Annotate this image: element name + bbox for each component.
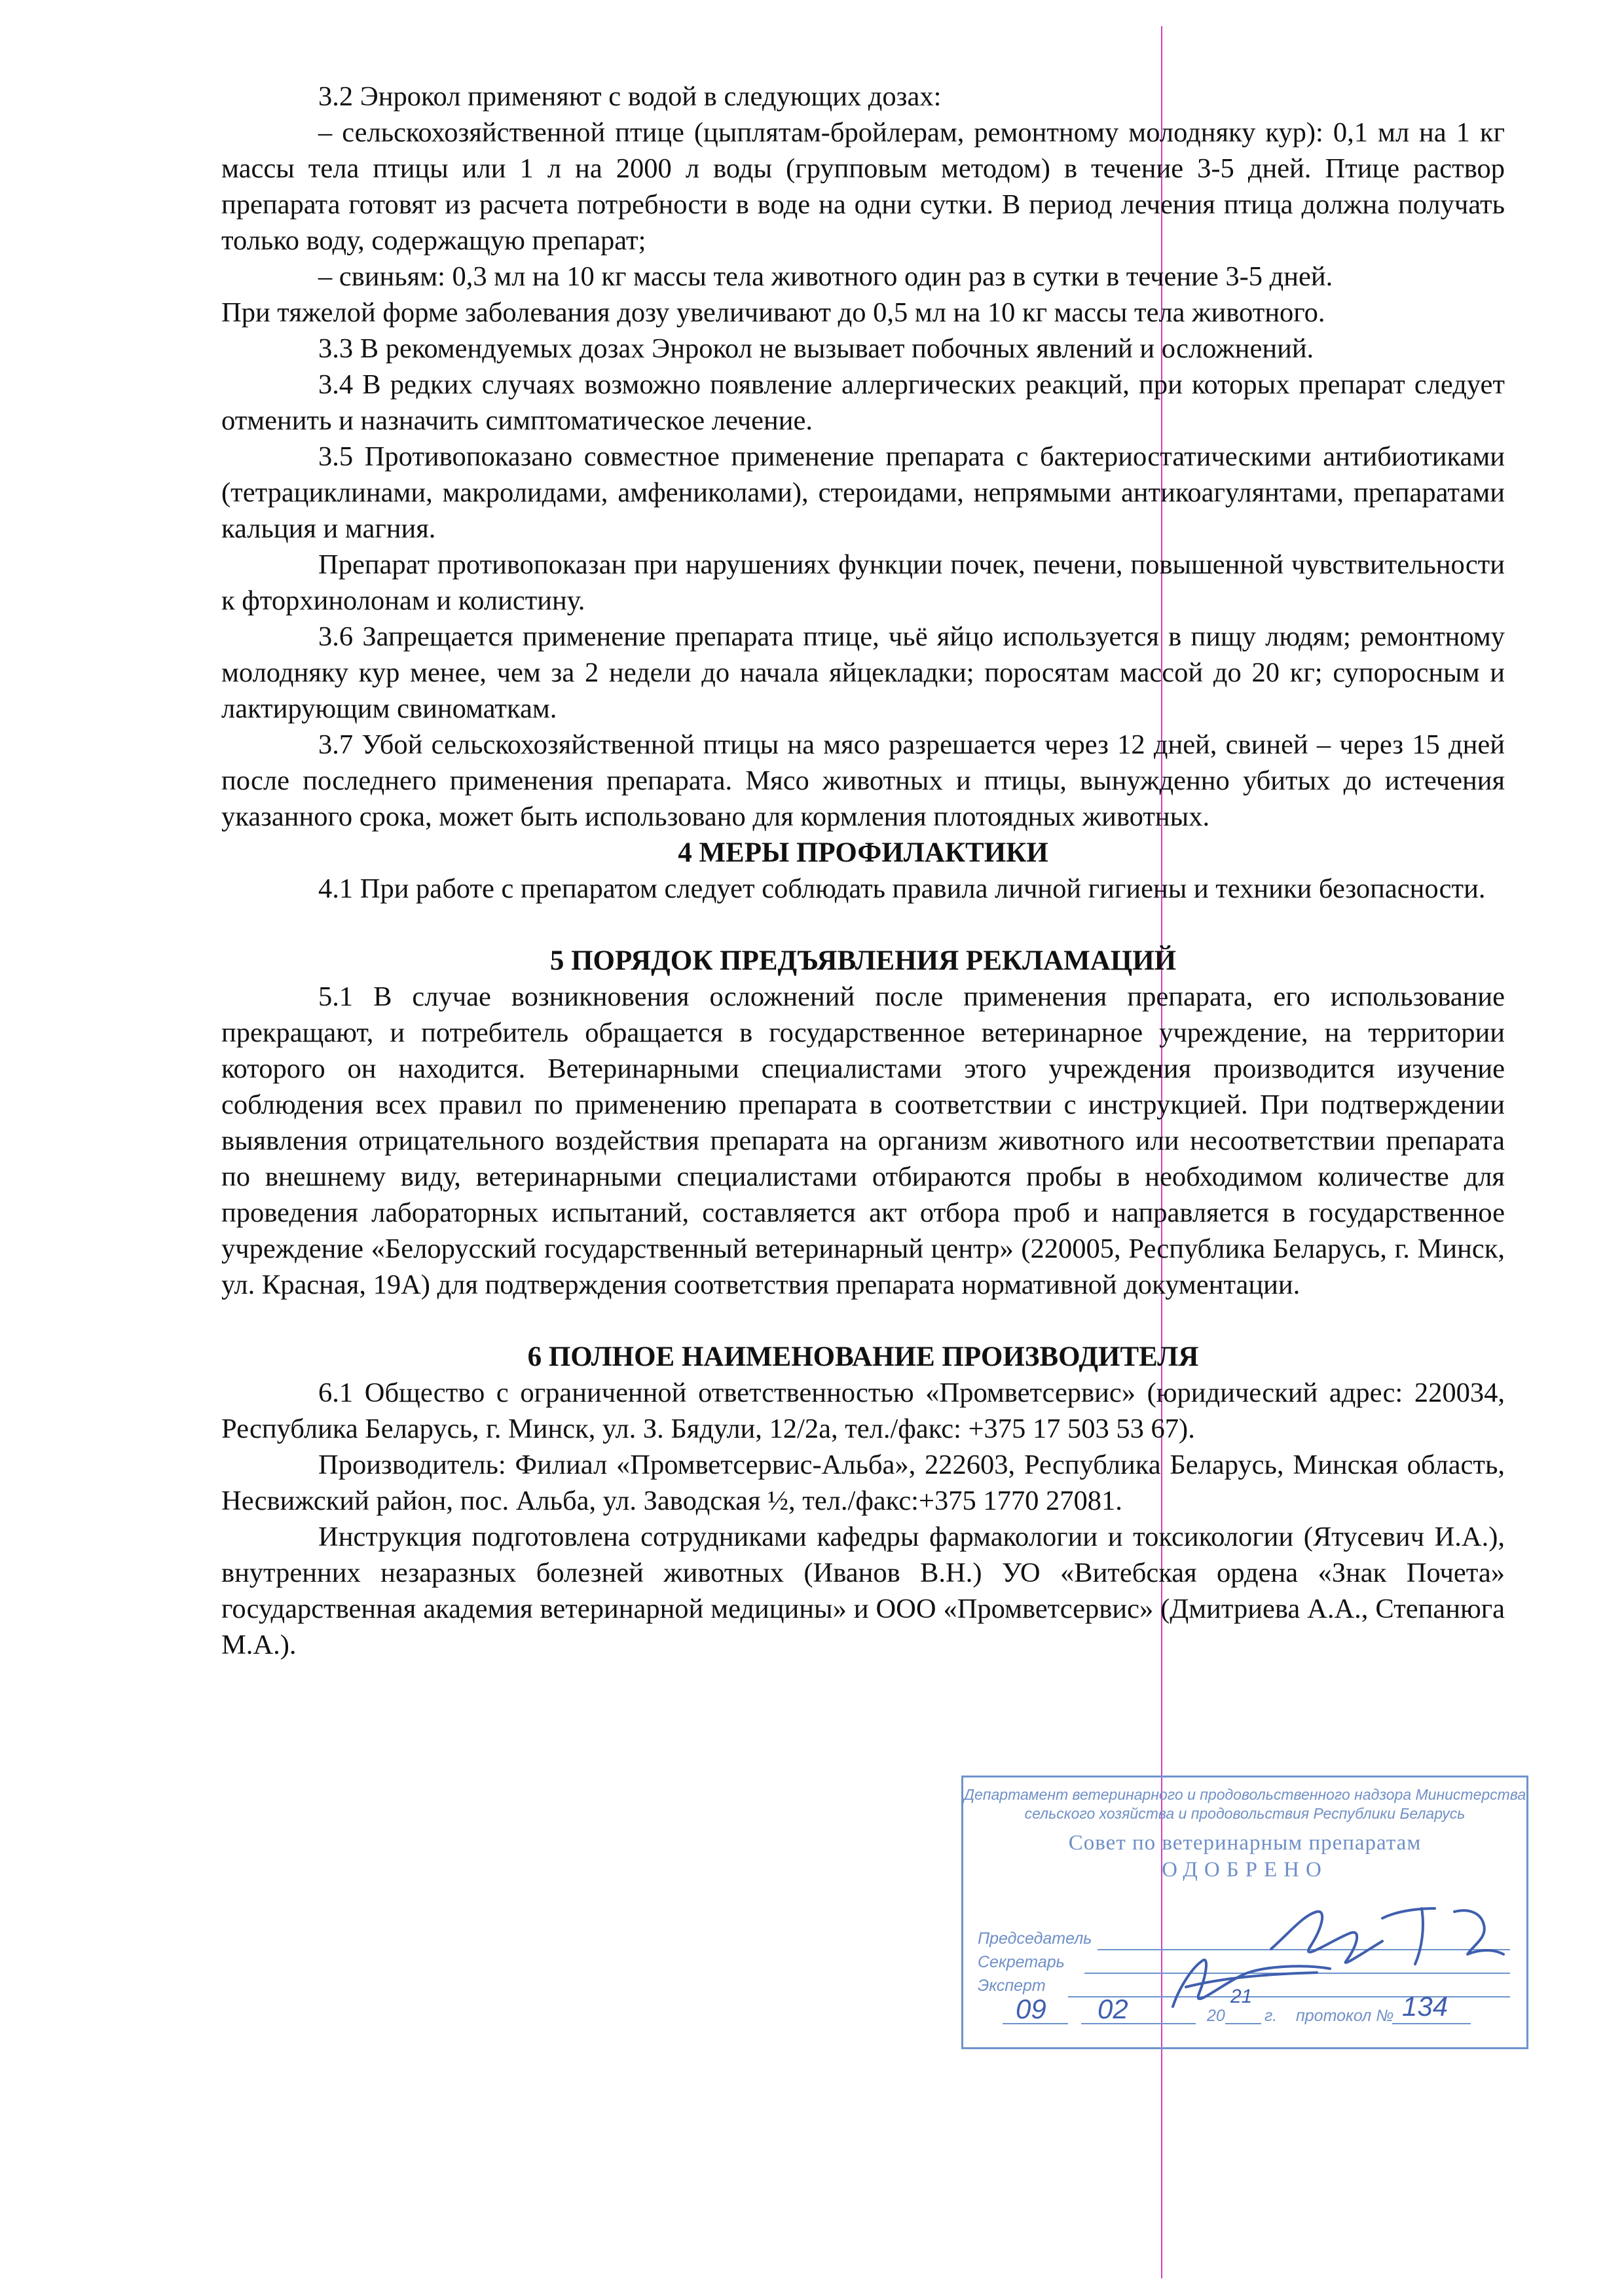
stamp-expert-label: Эксперт bbox=[978, 1977, 1046, 1995]
stamp-year-label: г. bbox=[1264, 2007, 1278, 2025]
paragraph-3-7: 3.7 Убой сельскохозяйственной птицы на мясо разрешается через 12 дней, свиней – через 15 дней после последнего применения препарата. Мясо животных и птицы, вынужденно убитых до истечения указанного срока, может быть использовано для кормления плотоядных животных. bbox=[221, 729, 1505, 832]
paragraph-4-1: 4.1 При работе с препаратом следует соблюдать правила личной гигиены и техники безопасности. bbox=[318, 873, 1486, 904]
paragraph-3-2-pigs: – свиньям: 0,3 мл на 10 кг массы тела животного один раз в сутки в течение 3-5 дней. bbox=[318, 261, 1333, 292]
section-6-heading: 6 ПОЛНОЕ НАИМЕНОВАНИЕ ПРОИЗВОДИТЕЛЯ bbox=[527, 1341, 1199, 1372]
stamp-day: 09 bbox=[1016, 1994, 1046, 2024]
paragraph-3-3: 3.3 В рекомендуемых дозах Энрокол не вызывает побочных явлений и осложнений. bbox=[318, 333, 1314, 364]
paragraph-3-2: 3.2 Энрокол применяют с водой в следующих дозах: bbox=[318, 81, 942, 112]
section-4-heading: 4 МЕРЫ ПРОФИЛАКТИКИ bbox=[678, 837, 1048, 868]
stamp-protocol-number: 134 bbox=[1402, 1991, 1449, 2022]
handwritten-signatures bbox=[963, 1777, 1526, 2047]
paragraph-3-4: 3.4 В редких случаях возможно появление аллергических реакций, при которых препарат следует отменить и назначить симптоматическое лечение. bbox=[221, 369, 1505, 436]
paragraph-3-5: 3.5 Противопоказано совместное применение препарата с бактериостатическими антибиотиками (тетрациклинами, макролидами, амфениколами), стероидами, непрямыми антикоагулянтами, препаратами кальция и магния. bbox=[221, 441, 1505, 544]
stamp-secretary-label: Секретарь bbox=[978, 1953, 1065, 1971]
paragraph-3-2-birds: – сельскохозяйственной птице (цыплятам-бройлерам, ремонтному молодняку кур): 0,1 мл на 1 кг массы тела птицы или 1 л на 2000 л воды (групповым методом) в течение 3-5 дней. Птице раствор препарата готовят из расчета потребности в воде на одни сутки. В период лечения птица должна получать только воду, содержащую препарат; bbox=[221, 117, 1505, 256]
paragraph-5-1: 5.1 В случае возникновения осложнений после применения препарата, его использование прекращают, и потребитель обращается в государственное ветеринарное учреждение, на территории которого он находится. Ветеринарными специалистами этого учреждения производится изучение соблюдения всех правил по применению препарата в соответствии с инструкцией. При подтверждении выявления отрицательного воздействия препарата на организм животного или несоответствии препарата по внешнему виду, ветеринарными специалистами отбираются пробы в необходимом количестве для проведения лабораторных испытаний, составляется акт отбора проб и направляется в государственное учреждение «Белорусский государственный ветеринарный центр» (220005, Республика Беларусь, г. Минск, ул. Красная, 19А) для подтверждения соответствия препарата нормативной документации. bbox=[221, 981, 1505, 1300]
stamp-year-suffix: 21 bbox=[1230, 1986, 1253, 2007]
approval-stamp bbox=[961, 1776, 1528, 2049]
stamp-month: 02 bbox=[1098, 1994, 1128, 2024]
paragraph-3-5-contraindications: Препарат противопоказан при нарушениях функции почек, печени, повышенной чувствительности к фторхинолонам и колистину. bbox=[221, 549, 1505, 616]
stamp-protocol-label: протокол № bbox=[1296, 2007, 1394, 2025]
paragraph-6-1: 6.1 Общество с ограниченной ответственностью «Промветсервис» (юридический адрес: 220034, Республика Беларусь, г. Минск, ул. З. Бядули, 12/2а, тел./факс: +375 17 503 53 67). bbox=[221, 1377, 1505, 1444]
paragraph-3-2-severe: При тяжелой форме заболевания дозу увеличивают до 0,5 мл на 10 кг массы тела животного. bbox=[221, 297, 1325, 328]
stamp-council: Совет по ветеринарным препаратам bbox=[1068, 1831, 1422, 1855]
instruction-text bbox=[221, 79, 1505, 1663]
stamp-year-prefix: 20 bbox=[1207, 2007, 1225, 2025]
stamp-chairman-label: Председатель bbox=[978, 1929, 1092, 1948]
stamp-approved: ОДОБРЕНО bbox=[1162, 1858, 1328, 1882]
stamp-department: Департамент ветеринарного и продовольственного надзора Министерства сельского хозяйства и продовольствия Республики Беларусь bbox=[963, 1786, 1526, 1822]
paragraph-6-3: Инструкция подготовлена сотрудниками кафедры фармакологии и токсикологии (Ятусевич И.А.), внутренних незаразных болезней животных (Иванов В.Н.) УО «Витебская ордена «Знак Почета» государственная академия ветеринарной медицины» и ООО «Промветсервис» (Дмитриева А.А., Степанюга М.А.). bbox=[221, 1522, 1505, 1660]
section-5-heading: 5 ПОРЯДОК ПРЕДЪЯВЛЕНИЯ РЕКЛАМАЦИЙ bbox=[549, 945, 1177, 976]
paragraph-3-6: 3.6 Запрещается применение препарата птице, чьё яйцо используется в пищу людям; ремонтному молодняку кур менее, чем за 2 недели до начала яйцекладки; поросятам массой до 20 кг; супоросным и лактирующим свиноматкам. bbox=[221, 621, 1505, 724]
paragraph-6-2: Производитель: Филиал «Промветсервис-Альба», 222603, Республика Беларусь, Минская область, Несвижский район, пос. Альба, ул. Заводская ½, тел./факс:+375 1770 27081. bbox=[221, 1449, 1505, 1516]
